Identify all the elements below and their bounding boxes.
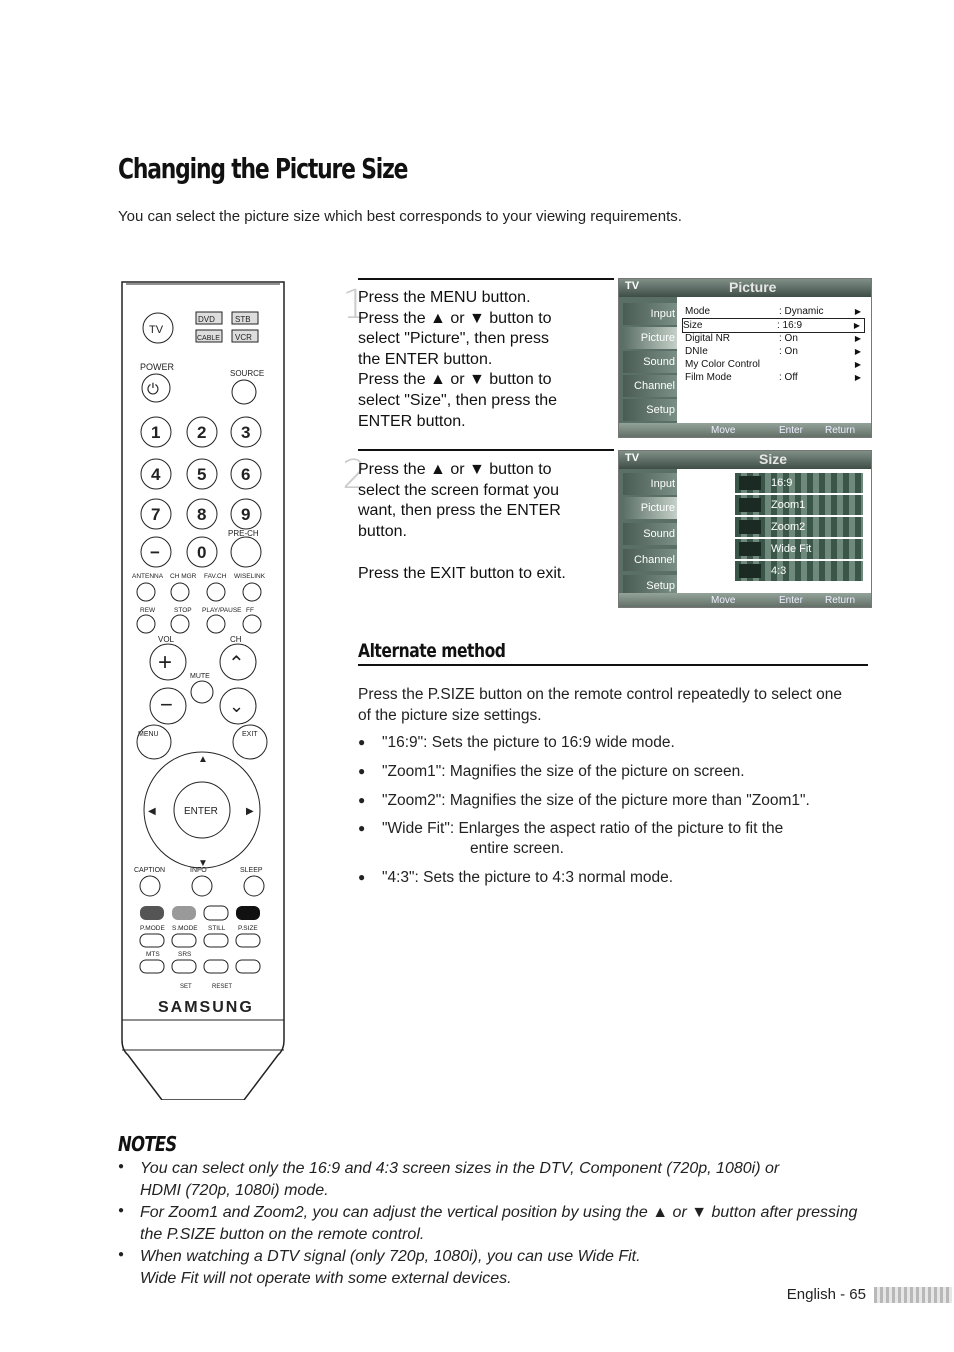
alternate-method-rule: [358, 664, 868, 666]
svg-text:SLEEP: SLEEP: [240, 867, 263, 874]
svg-text:⏻: ⏻: [147, 381, 159, 398]
svg-text:CABLE: CABLE: [197, 335, 220, 342]
note-item: ● For Zoom1 and Zoom2, you can adjust the vertical position by using the ▲ or ▼ button after pressing the P.SIZE button on the remote control.: [118, 1204, 858, 1243]
svg-text:EXIT: EXIT: [242, 731, 258, 738]
svg-text:MENU: MENU: [138, 731, 159, 738]
svg-text:ANTENNA: ANTENNA: [132, 573, 164, 580]
svg-text:STOP: STOP: [174, 607, 192, 614]
notes-heading: NOTES: [118, 1132, 177, 1156]
svg-text:SOURCE: SOURCE: [230, 369, 265, 378]
svg-text:▶: ▶: [246, 806, 254, 817]
step2-exit-text: Press the EXIT button to exit.: [358, 565, 566, 582]
alternate-method-heading: Alternate method: [358, 640, 506, 662]
size-option-zoom2: Zoom2: [735, 517, 863, 537]
svg-text:VOL: VOL: [158, 635, 175, 644]
svg-text:−: −: [150, 543, 160, 562]
svg-text:VCR: VCR: [235, 333, 252, 342]
step2-rule: [358, 449, 614, 451]
svg-text:PLAY/PAUSE: PLAY/PAUSE: [202, 607, 242, 614]
svg-text:+: +: [158, 649, 173, 676]
svg-text:DVD: DVD: [198, 315, 215, 324]
step1-rule: [358, 278, 614, 280]
svg-text:INFO: INFO: [190, 867, 207, 874]
remote-control-illustration: [118, 280, 288, 1100]
page-title: Changing the Picture Size: [118, 152, 408, 185]
svg-text:WISELINK: WISELINK: [234, 573, 266, 580]
page-number: English - 65: [786, 1286, 866, 1303]
svg-text:8: 8: [197, 505, 207, 524]
intro-text: You can select the picture size which best corresponds to your viewing requirements.: [118, 208, 682, 225]
svg-text:CAPTION: CAPTION: [134, 867, 166, 874]
size-option-4-3: 4:3: [735, 561, 863, 581]
svg-text:REW: REW: [140, 607, 156, 614]
svg-text:9: 9: [241, 505, 251, 524]
samsung-logo: SAMSUNG: [158, 999, 254, 1016]
svg-text:S.MODE: S.MODE: [172, 925, 198, 932]
remote-label-tv: TV: [149, 324, 164, 336]
svg-text:▲: ▲: [198, 754, 208, 765]
svg-text:POWER: POWER: [140, 362, 175, 372]
step1-number: 1: [342, 282, 368, 328]
size-menu-screen: TV Size Input Picture Sound Channel Setup 16:9 Zoom1 Zoom2 Wide Fit 4:3 Move Enter Return: [618, 450, 872, 608]
svg-text:RESET: RESET: [212, 984, 233, 990]
svg-text:7: 7: [151, 505, 161, 524]
size-option-zoom1: Zoom1: [735, 495, 863, 515]
svg-text:P.SIZE: P.SIZE: [238, 925, 258, 932]
svg-text:PRE-CH: PRE-CH: [228, 529, 259, 538]
step1-text: Press the MENU button. Press the ▲ or ▼ button to select "Picture", then press the ENTER button. Press the ▲ or ▼ button to select "Size", then press the ENTER button.: [358, 289, 558, 430]
svg-text:1: 1: [151, 423, 161, 442]
svg-text:MTS: MTS: [146, 951, 160, 958]
note-item: ● You can select only the 16:9 and 4:3 screen sizes in the DTV, Component (720p, 1080i) or HDMI (720p, 1080i) mode.: [118, 1160, 780, 1199]
svg-text:6: 6: [241, 465, 251, 484]
picture-menu-screen: TV Picture Input Picture Sound Channel Setup Mode : Dynamic ▶ Size : 16:9 ▶ Digital NR : On ▶ DNIe : On ▶ My Color Control ▶ Film Mode : Off ▶ Move Enter Return: [618, 278, 872, 438]
svg-text:⌃: ⌃: [228, 653, 245, 675]
size-option-16-9: 16:9: [735, 473, 863, 493]
alternate-method-text: Press the P.SIZE button on the remote control repeatedly to select one of the picture size settings.: [358, 686, 842, 724]
footer-decoration: [874, 1287, 952, 1303]
svg-text:0: 0: [197, 543, 207, 562]
svg-text:CH: CH: [230, 635, 242, 644]
svg-text:P.MODE: P.MODE: [140, 925, 165, 932]
svg-text:STILL: STILL: [208, 925, 226, 932]
step2-number: 2: [342, 452, 368, 498]
svg-text:2: 2: [197, 423, 207, 442]
svg-text:4: 4: [151, 465, 161, 484]
svg-text:FAV.CH: FAV.CH: [204, 573, 227, 580]
svg-text:SET: SET: [180, 984, 192, 990]
svg-text:SRS: SRS: [178, 951, 192, 958]
svg-text:ENTER: ENTER: [184, 806, 218, 817]
svg-text:⌄: ⌄: [229, 696, 245, 716]
svg-text:▼: ▼: [198, 858, 208, 869]
svg-text:5: 5: [197, 465, 207, 484]
svg-text:3: 3: [241, 423, 251, 442]
svg-text:MUTE: MUTE: [190, 673, 210, 680]
step2-text: Press the ▲ or ▼ button to select the screen format you want, then press the ENTER button.: [358, 461, 561, 540]
svg-text:◀: ◀: [148, 806, 156, 817]
svg-text:−: −: [160, 692, 173, 717]
svg-text:STB: STB: [235, 315, 251, 324]
svg-text:CH MGR: CH MGR: [170, 573, 197, 580]
size-option-wide-fit: Wide Fit: [735, 539, 863, 559]
svg-text:FF: FF: [246, 607, 254, 614]
note-item: ● When watching a DTV signal (only 720p, 1080i), you can use Wide Fit. Wide Fit will not operate with some external devices.: [118, 1248, 641, 1287]
